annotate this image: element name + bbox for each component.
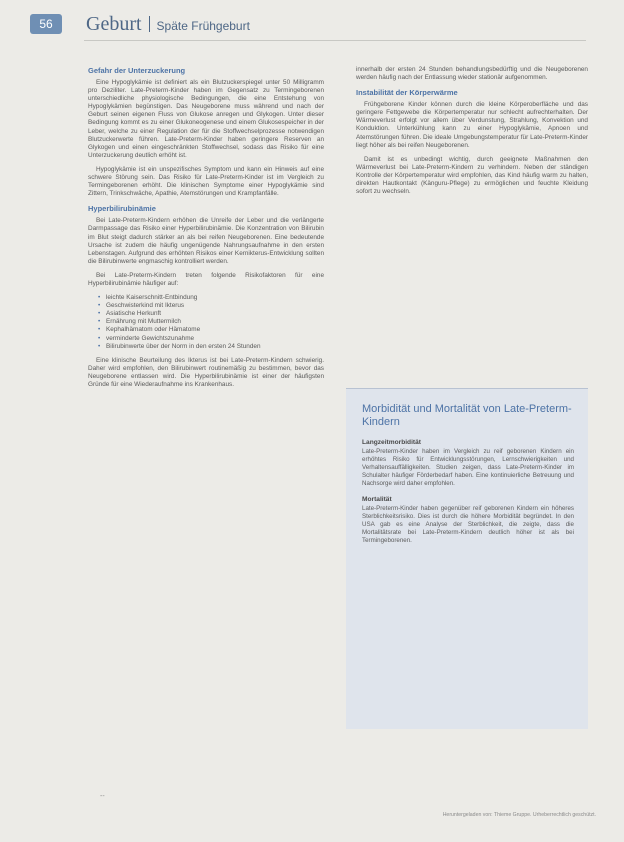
download-footer: Heruntergeladen von: Thieme Gruppe. Urheberrechtlich geschützt. xyxy=(442,812,596,818)
paragraph: Damit ist es unbedingt wichtig, durch geeignete Maßnahmen den Wärmeverlust bei Late-Preterm-Kindern zu verhindern. Neben der ständigen Kontrolle der Körpertemperatur wird empfohlen, das Kind häufig warm zu halten, direkten Hautkontakt (Känguru-Pflege) zu ermöglichen und feuchte Kleidung sofort zu wechseln. xyxy=(356,155,588,196)
header-separator xyxy=(149,16,150,32)
info-box-heading-mortalitaet: Mortalität xyxy=(362,496,392,503)
info-box-title: Morbidität und Mortalität von Late-Preterm-Kindern xyxy=(362,403,572,428)
paragraph: Bei Late-Preterm-Kindern treten folgende Risikofaktoren für eine Hyperbilirubinämie häufiger auf: xyxy=(88,271,324,287)
risk-factor-list xyxy=(88,294,324,351)
info-box xyxy=(346,388,588,729)
header-rule xyxy=(84,40,586,41)
paragraph: Hypoglykämie ist ein unspezifisches Symptom und kann ein Hinweis auf eine schwere Störung sein. Das Risiko für Late-Preterm-Kinder ist im Vergleich zu Termingeborenen erhöht. Die klinischen Symptome einer Hypoglykämie sind Zittern, Trinkschwäche, Apathie, Atemstörungen und Krampfanfälle. xyxy=(88,165,324,198)
paragraph: Eine Hypoglykämie ist definiert als ein Blutzuckerspiegel unter 50 Milligramm pro Deziliter. Late-Preterm-Kinder haben im Gegensatz zu Termingeborenen unterschiedliche physiologische Bedingungen, die eine Entstehung von Hypoglykämien begünstigen. Das Neugeborene muss während und nach der Geburt seinen eigenen Fluss von Glukose anregen und Glykogen. Unter dieser Bedingung kommt es zu einer Glukoneogenese und einem Glukosespeicher in der Leber, welche zu einer Regulation der für die Stoffwechselprozesse notwendigen Blutzuckerwerte führen. Late-Preterm-Kinder haben geringere Reserven an Glykogen und einen eingeschränkten Stoffwechsel, sodass das Risiko für eine Unterzuckerung deutlich erhöht ist. xyxy=(88,79,324,159)
page-number-badge: 56 xyxy=(30,14,62,34)
left-column xyxy=(88,66,324,395)
list-item: • Asiatische Herkunft xyxy=(98,310,324,318)
list-item: • leichte Kaiserschnitt-Entbindung xyxy=(98,294,324,302)
paragraph: Bei Late-Preterm-Kindern erhöhen die Unreife der Leber und die verlängerte Darmpassage das Risiko einer Hyperbilirubinämie. Die Konzentration von Bilirubin im Blut steigt dadurch stärker an als bei reifen Neugeborenen. Eine bedeutende Ursache ist zudem die häufig ungenügende Nahrungsaufnahme in den ersten Lebenstagen. Aufgrund des erhöhten Risikos einer Kernikterus-Entwicklung sollten die Bilirubinwerte engmaschig kontrolliert werden. xyxy=(88,217,324,265)
info-box-paragraph: Late-Preterm-Kinder haben im Vergleich zu reif geborenen Kindern ein erhöhtes Risiko für Entwicklungsstörungen, Lernschwierigkeiten und Verhaltensauffälligkeiten. Studien zeigen, dass Late-Preterm-Kinder im Schulalter häufiger Förderbedarf haben. Eine kontinuierliche Betreuung und Nachsorge wird daher empfohlen. xyxy=(362,448,574,487)
list-item: • Bilirubinwerte über der Norm in den ersten 24 Stunden xyxy=(98,343,324,351)
paragraph: Eine klinische Beurteilung des Ikterus ist bei Late-Preterm-Kindern schwierig. Daher wird empfohlen, den Bilirubinwert routinemäßig zu bestimmen, bevor das Neugeborene entlassen wird. Die Hyperbilirubinämie ist einer der häufigsten Gründe für eine Wiederaufnahme ins Krankenhaus. xyxy=(88,356,324,388)
heading-koerperwaerme: Instabilität der Körperwärme xyxy=(356,88,458,98)
list-item: • Ernährung mit Muttermilch xyxy=(98,318,324,326)
list-item: • Geschwisterkind mit Ikterus xyxy=(98,302,324,310)
info-box-paragraph: Late-Preterm-Kinder haben gegenüber reif geborenen Kindern ein höheres Sterblichkeitsrisiko. Dies ist durch die höhere Morbidität begründet. In den USA gab es eine Analyse der Sterblichkeit, die zeigte, dass die Mortalitätsrate bei Late-Preterm-Kindern deutlich höher ist als bei Termingeborenen. xyxy=(362,505,574,544)
footer-mark: -- xyxy=(100,793,105,800)
heading-unterzuckerung: Gefahr der Unterzuckerung xyxy=(88,66,186,75)
info-box-heading-langzeit: Langzeitmorbidität xyxy=(362,439,421,446)
running-header xyxy=(86,13,250,35)
paragraph: Frühgeborene Kinder können durch die kleine Körperoberfläche und das geringere Fettgewebe die Körpertemperatur nur schlecht aufrechterhalten. Der Wärmeverlust erfolgt vor allem über Verdunstung, Strahlung, Konvektion und Konduktion. Unterkühlung kann zu einer Hypoglykämie, Apnoen und Atemstörungen führen. Die ideale Umgebungstemperatur für Late-Preterm-Kinder liegt höher als bei reifen Neugeborenen. xyxy=(356,101,588,149)
list-item: • Kephalhämatom oder Hämatome xyxy=(98,326,324,334)
right-column xyxy=(356,66,588,202)
section-title: Späte Frühgeburt xyxy=(156,19,250,33)
chapter-title: Geburt xyxy=(86,13,142,35)
paragraph: innerhalb der ersten 24 Stunden behandlungsbedürftig und die Neugeborenen werden häufig nach der Entlassung wieder stationär aufgenommen. xyxy=(356,66,588,82)
heading-hyperbilirubinaemie: Hyperbilirubinämie xyxy=(88,204,156,214)
list-item: • verminderte Gewichtszunahme xyxy=(98,335,324,343)
